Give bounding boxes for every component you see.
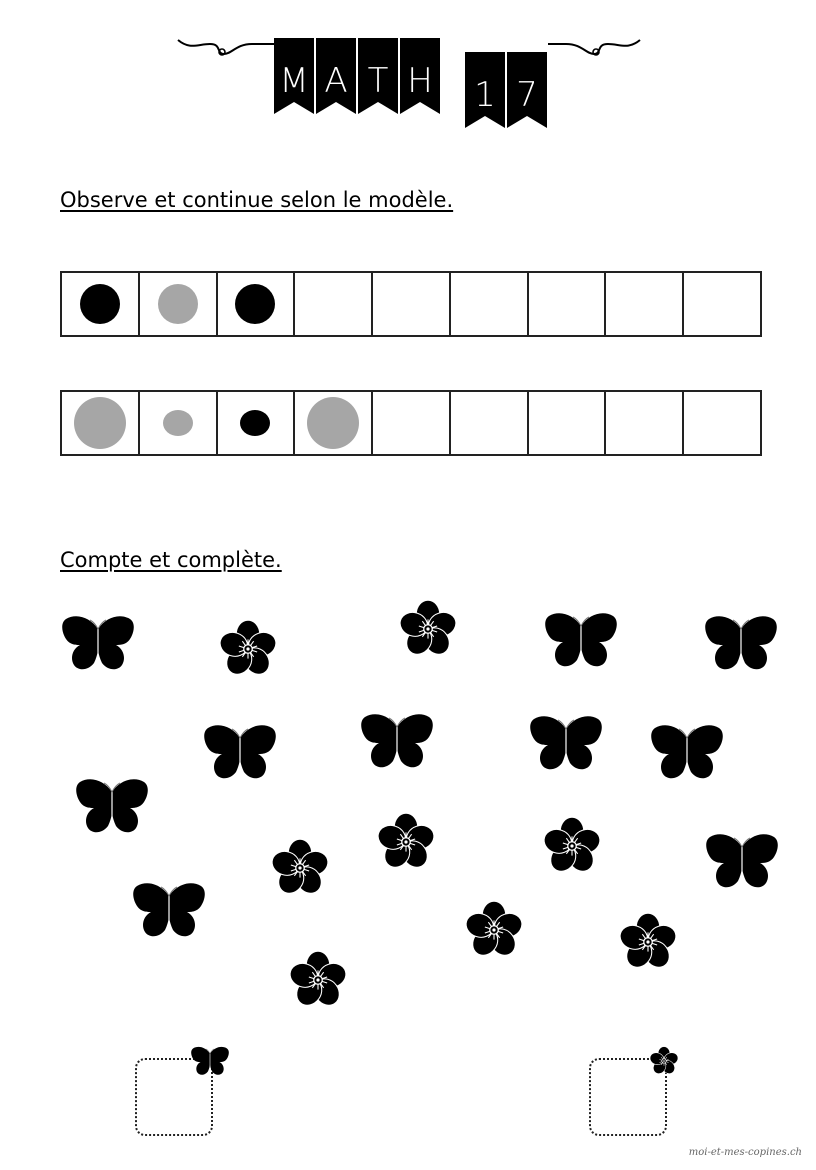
butterfly-icon: [543, 612, 619, 674]
banner-letter-5: 1: [474, 75, 496, 115]
banner-string-right: [548, 40, 640, 54]
flower-icon: [374, 810, 438, 878]
exercise2-instruction: Compte et complète.: [60, 548, 282, 572]
banner-letter-3: T: [367, 61, 389, 101]
pattern-cell: [295, 392, 373, 454]
pattern-cell: [218, 392, 296, 454]
butterfly-icon: [649, 724, 725, 786]
butterfly-icon: [528, 715, 604, 777]
flower-icon: [616, 910, 680, 978]
pattern-row-1: [60, 271, 762, 337]
watermark: moi-et-mes-copines.ch: [688, 1147, 802, 1158]
banner-letter-2: A: [324, 61, 348, 101]
butterfly-icon: [131, 882, 207, 944]
butterfly-icon: [359, 713, 435, 775]
pattern-cell[interactable]: [606, 273, 684, 335]
flower-icon: [540, 814, 604, 882]
butterfly-icon: [704, 833, 780, 895]
pattern-cell[interactable]: [684, 273, 760, 335]
banner-string-left: [178, 40, 276, 54]
butterfly-icon: [703, 615, 779, 677]
exercise1-instruction: Observe et continue selon le modèle.: [60, 188, 454, 212]
pattern-cell[interactable]: [451, 273, 529, 335]
pattern-cell[interactable]: [451, 392, 529, 454]
flower-icon: [462, 898, 526, 966]
pattern-cell[interactable]: [684, 392, 760, 454]
flower-icon: [396, 597, 460, 665]
banner-letter-6: 7: [516, 75, 538, 115]
pattern-cell[interactable]: [373, 273, 451, 335]
title-banner: [0, 0, 816, 140]
flower-icon: [268, 836, 332, 904]
pattern-dot: [235, 284, 275, 324]
pattern-cell: [140, 392, 218, 454]
butterfly-icon: [60, 615, 136, 677]
pattern-dot: [80, 284, 120, 324]
pattern-row-2: [60, 390, 762, 456]
butterfly-icon: [190, 1046, 230, 1081]
pattern-cell[interactable]: [606, 392, 684, 454]
pattern-dot: [307, 397, 359, 449]
pattern-dot: [240, 410, 270, 436]
pattern-cell[interactable]: [373, 392, 451, 454]
banner-letter-1: M: [279, 61, 309, 101]
pattern-cell: [218, 273, 296, 335]
pattern-dot: [74, 397, 126, 449]
pattern-cell[interactable]: [529, 273, 607, 335]
butterfly-icon: [74, 778, 150, 840]
pattern-cell[interactable]: [529, 392, 607, 454]
pattern-dot: [163, 410, 193, 436]
pattern-cell: [140, 273, 218, 335]
flower-icon: [286, 948, 350, 1016]
butterfly-icon: [202, 724, 278, 786]
pattern-cell: [62, 273, 140, 335]
flower-icon: [648, 1045, 680, 1081]
pattern-dot: [158, 284, 198, 324]
pattern-cell[interactable]: [295, 273, 373, 335]
flower-icon: [216, 617, 280, 685]
banner-letter-4: H: [407, 61, 433, 101]
pattern-cell: [62, 392, 140, 454]
